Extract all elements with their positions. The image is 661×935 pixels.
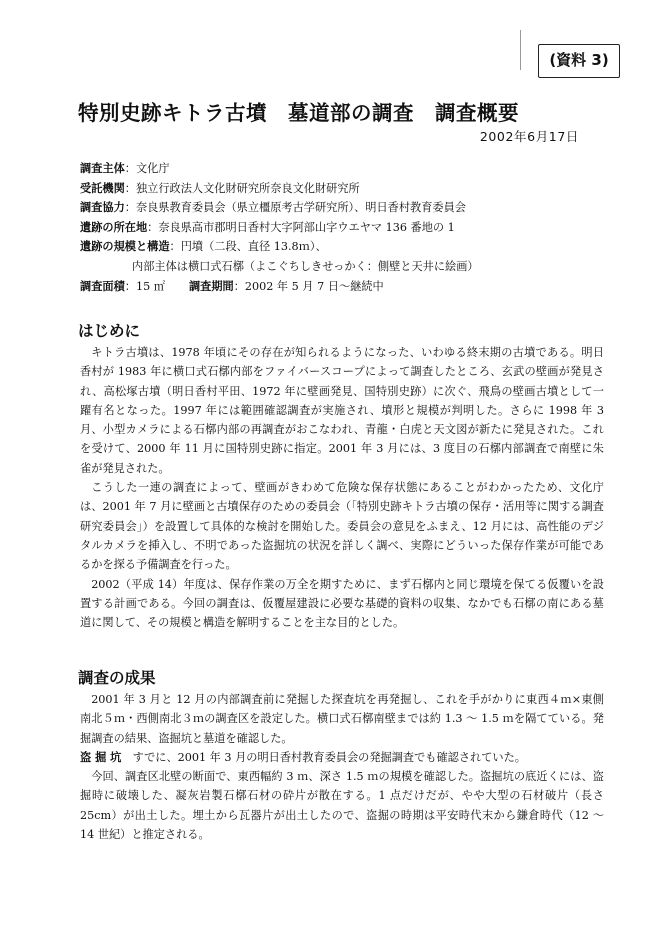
looting-pit-label: 盗 掘 坑 — [80, 750, 122, 764]
looting-pit-paragraph — [80, 748, 604, 767]
info-label: 調査面積 — [80, 279, 125, 293]
results-paragraph: 2001 年 3 月と 12 月の内部調査前に発掘した探査坑を再発掘し、これを手がかりに東西４ｍ×東側南北５ｍ・西側南北３ｍの調査区を設定した。横口式石槨南壁までは約 1.3 ～ 1.5 ｍを隔てている。発掘調査の結果、盗掘坑と墓道を確認した。 — [80, 693, 604, 745]
info-value: ：円墳（二段、直径 13.8ｍ）、 — [169, 240, 327, 254]
info-value: ：15 ㎡ — [124, 279, 165, 293]
info-value: ：奈良県高市郡明日香村大字阿部山字ウエヤマ 136 番地の 1 — [147, 220, 455, 234]
intro-section — [80, 343, 604, 632]
info-scale — [80, 237, 600, 257]
info-value: ：独立行政法人文化財研究所奈良文化財研究所 — [124, 181, 360, 195]
info-label: 遺跡の所在地 — [80, 220, 148, 234]
info-value: ：文化庁 — [124, 162, 170, 175]
intro-paragraph: 2002（平成 14）年度は、保存作業の万全を期すために、まず石槨内と同じ環境を保てる仮覆いを設置する計画である。今回の調査は、仮覆屋建設に必要な基礎的資料の収集、なかでも石槨の南にある墓道に関して、その規模と構造を解明することを主な目的とした。 — [80, 577, 604, 630]
info-cooperation — [80, 198, 600, 218]
info-location — [80, 218, 600, 238]
info-principal — [80, 159, 600, 179]
scan-artifact-line — [520, 30, 521, 70]
looting-pit-text: すでに、2001 年 3 月の明日香村教育委員会の発掘調査でも確認されていた。 — [132, 750, 526, 764]
info-area-period — [80, 277, 600, 297]
intro-paragraph: こうした一連の調査によって、壁画がきわめて危険な保存状態にあることがわかったため、文化庁は、2001 年 7 月に壁画と古墳保存のための委員会（「特別史跡キトラ古墳の保存・活用等に関する調査研究委員会」）を設置して具体的な検討を開始した。委員会の意見をふまえ、12 月には、高性能のデジタルカメラを挿入し、不明であった盗掘坑の状況を詳しく調べ、実際にどういった保存作業が可能であるかを探る予備調査を行った。 — [80, 481, 604, 572]
info-label: 受託機関 — [80, 181, 125, 195]
info-value: ：奈良県教育委員会（県立橿原考古学研究所）、明日香村教育委員会 — [124, 201, 466, 215]
info-value: 内部主体は横口式石槨（よこぐちしきせっかく：側壁と天井に絵画） — [132, 259, 479, 273]
info-value: ：2002 年 5 月 7 日～継続中 — [233, 279, 384, 293]
results-paragraph: 今回、調査区北壁の断面で、東西幅約 3 ｍ、深さ 1.5 ｍの規模を確認した。盗掘坑の底近くには、盗掘時に破壊した、凝灰岩製石槨石材の砕片が散在する。1 点だけだが、やや大型の石材破片（長さ 25cm）が出土した。埋土から瓦器片が出土したので、盗掘の時期は平安時代末から鎌倉時代（12 ～ 14 世紀）と推定される。 — [80, 770, 604, 842]
intro-paragraph: キトラ古墳は、1978 年頃にその存在が知られるようになった、いわゆる終末期の古墳である。明日香村が 1983 年に横口式石槨内部をファイバースコープによって調査したところ、玄武の壁画が発見され、高松塚古墳（明日香村平田、1972 年に壁画発見、国特別史跡）に次ぐ、飛鳥の壁画古墳として一躍有名となった。1997 年には範囲確認調査が実施され、墳形と規模が判明した。さらに 1998 年 3 月、小型カメラによる石槨内部の再調査がおこなわれ、青龍・白虎と天文図が新たに発見された。これを受けて、2000 年 11 月に国特別史跡に指定。2001 年 3 月には、3 度目の石槨内部調査で南壁に朱雀が発見された。 — [80, 346, 604, 475]
info-label: 遺跡の規模と構造 — [80, 240, 170, 254]
info-label: 調査期間 — [188, 279, 234, 293]
results-heading: 調査の成果 — [78, 669, 156, 687]
results-section — [80, 690, 604, 844]
document-title: 特別史跡キトラ古墳 墓道部の調査 調査概要 — [78, 101, 519, 125]
info-contractor — [80, 179, 600, 199]
survey-info — [80, 159, 600, 296]
intro-heading: はじめに — [78, 322, 141, 340]
document-date: 2002年6月17日 — [479, 129, 579, 144]
document-stamp: (資料 3) — [538, 44, 620, 78]
info-label: 調査協力 — [80, 201, 125, 215]
info-scale-detail — [80, 257, 600, 277]
info-label: 調査主体 — [80, 162, 125, 175]
